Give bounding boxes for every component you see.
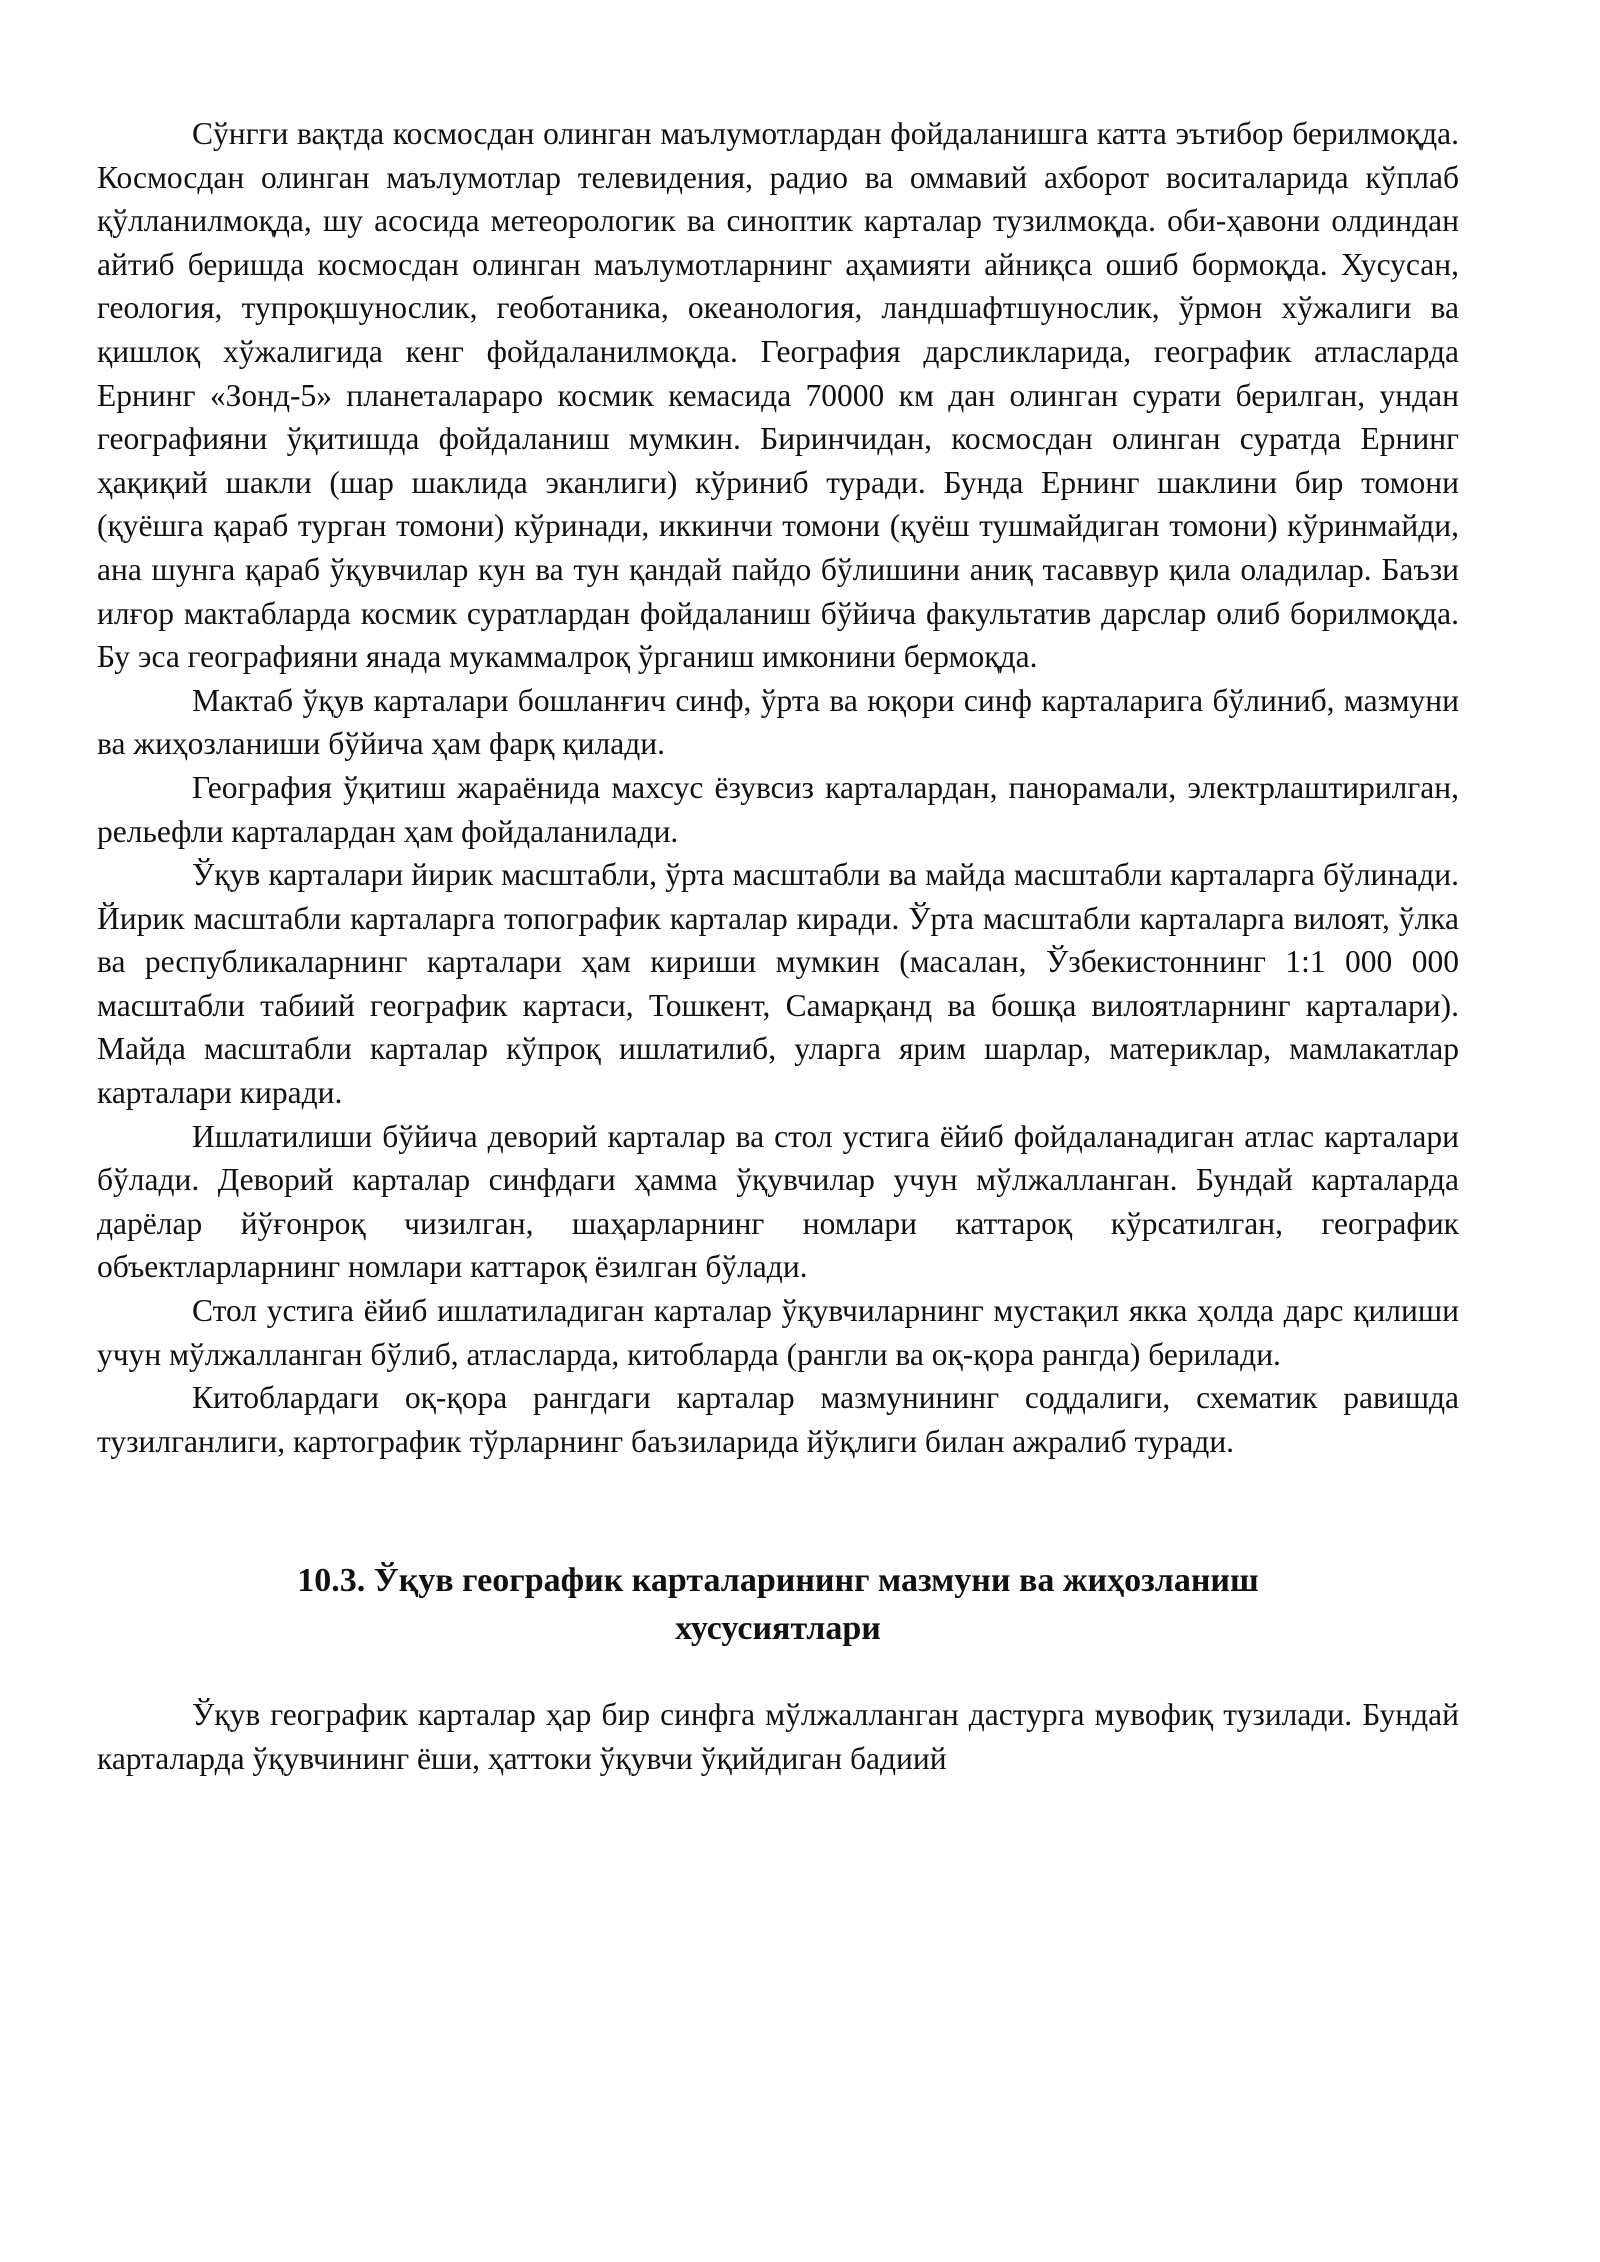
section-heading-line-1: 10.3. Ўқув географик карталарининг мазмуни ва жиҳозланиш xyxy=(297,1562,1259,1600)
paragraph-wall-maps: Ишлатилиши бўйича деворий карталар ва стол устига ёйиб фойдаланадиган атлас карталари бўлади. Деворий карталар синфдаги ҳамма ўқувчилар учун мўлжалланган. Бундай карталарда дарёлар йўғонроқ чизилган, шаҳарларнинг номлари каттароқ кўрсатилган, географик объектларларнинг номлари каттароқ ёзилган бўлади. xyxy=(97,1118,1459,1285)
paragraph-section-intro: Ўқув географик карталар ҳар бир синфга мўлжалланган дастурга мувофиқ тузилади. Бундай карталарда ўқувчининг ёши, ҳаттоки ўқувчи ўқийдиган бадиий xyxy=(97,1697,1459,1776)
section-heading xyxy=(97,1557,1459,1653)
paragraph-book-maps: Китоблардаги оқ-қора рангдаги карталар мазмунининг соддалиги, схематик равишда тузилганлиги, картографик тўрларнинг баъзиларида йўқлиги билан ажралиб туради. xyxy=(97,1380,1459,1459)
paragraph-space-imagery: Сўнгги вақтда космосдан олинган маълумотлардан фойдаланишга катта эътибор берилмоқда. Космосдан олинган маълумотлар телевидения, радио ва оммавий ахборот воситаларида кўплаб қўлланилмоқда, шу асосида метеорологик ва синоптик карталар тузилмоқда. оби-ҳавони олдиндан айтиб беришда космосдан олинган маълумотларнинг аҳамияти айниқса ошиб бормоқда. Хусусан, геология, тупроқшунослик, геоботаника, океанология, ландшафтшунослик, ўрмон хўжалиги ва қишлоқ хўжалигида кенг фойдаланилмоқда. География дарсликларида, географик атласларда Ернинг «Зонд-5» планеталараро космик кемасида 70000 км дан олинган сурати берилган, ундан географияни ўқитишда фойдаланиш мумкин. Биринчидан, космосдан олинган суратда Ернинг ҳақиқий шакли (шар шаклида эканлиги) кўриниб туради. Бунда Ернинг шаклини бир томони (қуёшга қараб турган томони) кўринади, иккинчи томони (қуёш тушмайдиган томони) кўринмайди, ана шунга қараб ўқувчилар кун ва тун қандай пайдо бўлишини аниқ тасаввур қила оладилар. Баъзи илғор мактабларда космик суратлардан фойдаланиш бўйича факультатив дарслар олиб борилмоқда. Бу эса географияни янада мукаммалроқ ўрганиш имконини бермоқда. xyxy=(97,116,1459,675)
paragraph-desk-maps: Стол устига ёйиб ишлатиладиган карталар ўқувчиларнинг мустақил якка ҳолда дарс қилиши учун мўлжалланган бўлиб, атласларда, китобларда (рангли ва оқ-қора рангда) берилади. xyxy=(97,1293,1459,1372)
paragraph-school-maps-division: Мактаб ўқув карталари бошланғич синф, ўрта ва юқори синф карталарига бўлиниб, мазмуни ва жиҳозланиши бўйича ҳам фарқ қилади. xyxy=(97,682,1459,762)
paragraph-map-scales: Ўқув карталари йирик масштабли, ўрта масштабли ва майда масштабли карталарга бўлинади. Йирик масштабли карталарга топографик карталар киради. Ўрта масштабли карталарга вилоят, ўлка ва республикаларнинг карталари ҳам кириши мумкин (масалан, Ўзбекистоннинг 1:1 000 000 масштабли табиий географик картаси, Тошкент, Самарқанд ва бошқа вилоятларнинг карталари). Майда масштабли карталар кўпроқ ишлатилиб, уларга ярим шарлар, материклар, мамлакатлар карталари киради. xyxy=(97,857,1459,1111)
section-heading-line-2: хусусиятлари xyxy=(675,1610,881,1648)
document-page xyxy=(97,112,1459,1781)
paragraph-special-maps: География ўқитиш жараёнида махсус ёзувсиз карталардан, панорамали, электрлаштирилган, рельефли карталардан ҳам фойдаланилади. xyxy=(97,769,1459,849)
